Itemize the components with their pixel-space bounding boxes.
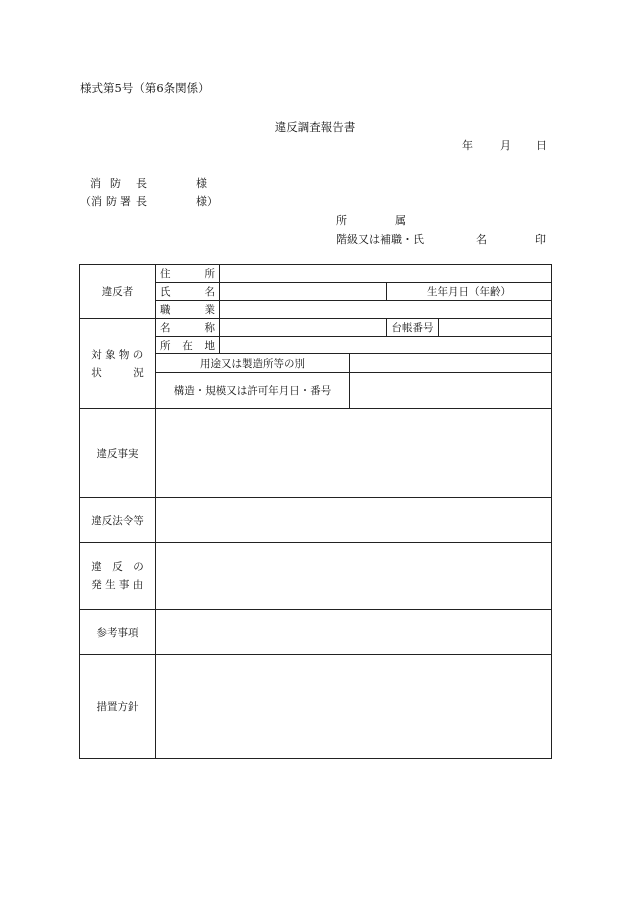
cause-label-line1: 違 反 の bbox=[91, 561, 144, 573]
addressee-char: 長 bbox=[136, 177, 147, 190]
structure-field[interactable] bbox=[350, 373, 552, 409]
target-status-label bbox=[80, 319, 156, 409]
violation-cause-label bbox=[80, 543, 156, 610]
violator-address-field[interactable] bbox=[220, 265, 552, 283]
violator-address-row bbox=[80, 265, 552, 283]
date-year-label: 年 bbox=[462, 139, 473, 152]
cause-label-line2: 発 生 事 由 bbox=[91, 579, 144, 591]
target-label-line1: 対 象 物 の bbox=[91, 348, 144, 361]
document-title: 違反調査報告書 bbox=[274, 120, 356, 134]
occupation-label: 職 業 bbox=[156, 301, 220, 319]
target-name-row bbox=[80, 319, 552, 337]
addressee-char: 署 bbox=[120, 195, 131, 208]
form-number: 様式第5号（第6条関係） bbox=[80, 81, 210, 95]
reference-row bbox=[80, 610, 552, 655]
violation-cause-field[interactable] bbox=[156, 543, 552, 610]
violator-label: 違反者 bbox=[80, 265, 156, 319]
target-label-line2: 状 況 bbox=[91, 366, 144, 379]
addressee-honorific: 様） bbox=[196, 195, 218, 208]
violation-facts-row bbox=[80, 409, 552, 498]
addressee-char: 防 bbox=[110, 177, 121, 190]
addressee-char: 長 bbox=[136, 195, 147, 208]
structure-label: 構造・規模又は許可年月日・番号 bbox=[156, 373, 350, 409]
reference-field[interactable] bbox=[156, 610, 552, 655]
action-policy-label: 措置方針 bbox=[80, 655, 156, 759]
violator-name-field[interactable] bbox=[220, 283, 387, 301]
target-name-label: 名 称 bbox=[156, 319, 220, 337]
birthdate-label: 生年月日（年齢） bbox=[387, 283, 552, 301]
occupation-field[interactable] bbox=[220, 301, 552, 319]
location-label: 所 在 地 bbox=[156, 337, 220, 354]
ledger-number-label: 台帳番号 bbox=[387, 319, 439, 337]
action-policy-field[interactable] bbox=[156, 655, 552, 759]
affiliation-char: 属 bbox=[395, 214, 406, 227]
addressee-char: 防 bbox=[106, 195, 117, 208]
violated-laws-label: 違反法令等 bbox=[80, 498, 156, 543]
report-form-table bbox=[79, 264, 552, 759]
violated-laws-row bbox=[80, 498, 552, 543]
date-month-label: 月 bbox=[500, 139, 511, 152]
affiliation-char: 所 bbox=[336, 214, 347, 227]
name-char: 名 bbox=[476, 233, 487, 246]
addressee-char: 消 bbox=[90, 177, 101, 190]
seal-mark: 印 bbox=[535, 233, 546, 246]
rank-label: 階級又は補職・氏 bbox=[336, 233, 424, 246]
use-field[interactable] bbox=[350, 354, 552, 373]
name-label: 氏 名 bbox=[156, 283, 220, 301]
addressee-line2-open: （消 bbox=[80, 195, 102, 208]
address-label: 住 所 bbox=[156, 265, 220, 283]
violation-facts-label: 違反事実 bbox=[80, 409, 156, 498]
violation-facts-field[interactable] bbox=[156, 409, 552, 498]
violated-laws-field[interactable] bbox=[156, 498, 552, 543]
reference-label: 参考事項 bbox=[80, 610, 156, 655]
location-field[interactable] bbox=[220, 337, 552, 354]
target-name-field[interactable] bbox=[220, 319, 387, 337]
date-day-label: 日 bbox=[536, 139, 547, 152]
ledger-number-field[interactable] bbox=[439, 319, 552, 337]
addressee-honorific: 様 bbox=[196, 177, 207, 190]
violation-cause-row bbox=[80, 543, 552, 610]
use-label: 用途又は製造所等の別 bbox=[156, 354, 350, 373]
action-policy-row bbox=[80, 655, 552, 759]
